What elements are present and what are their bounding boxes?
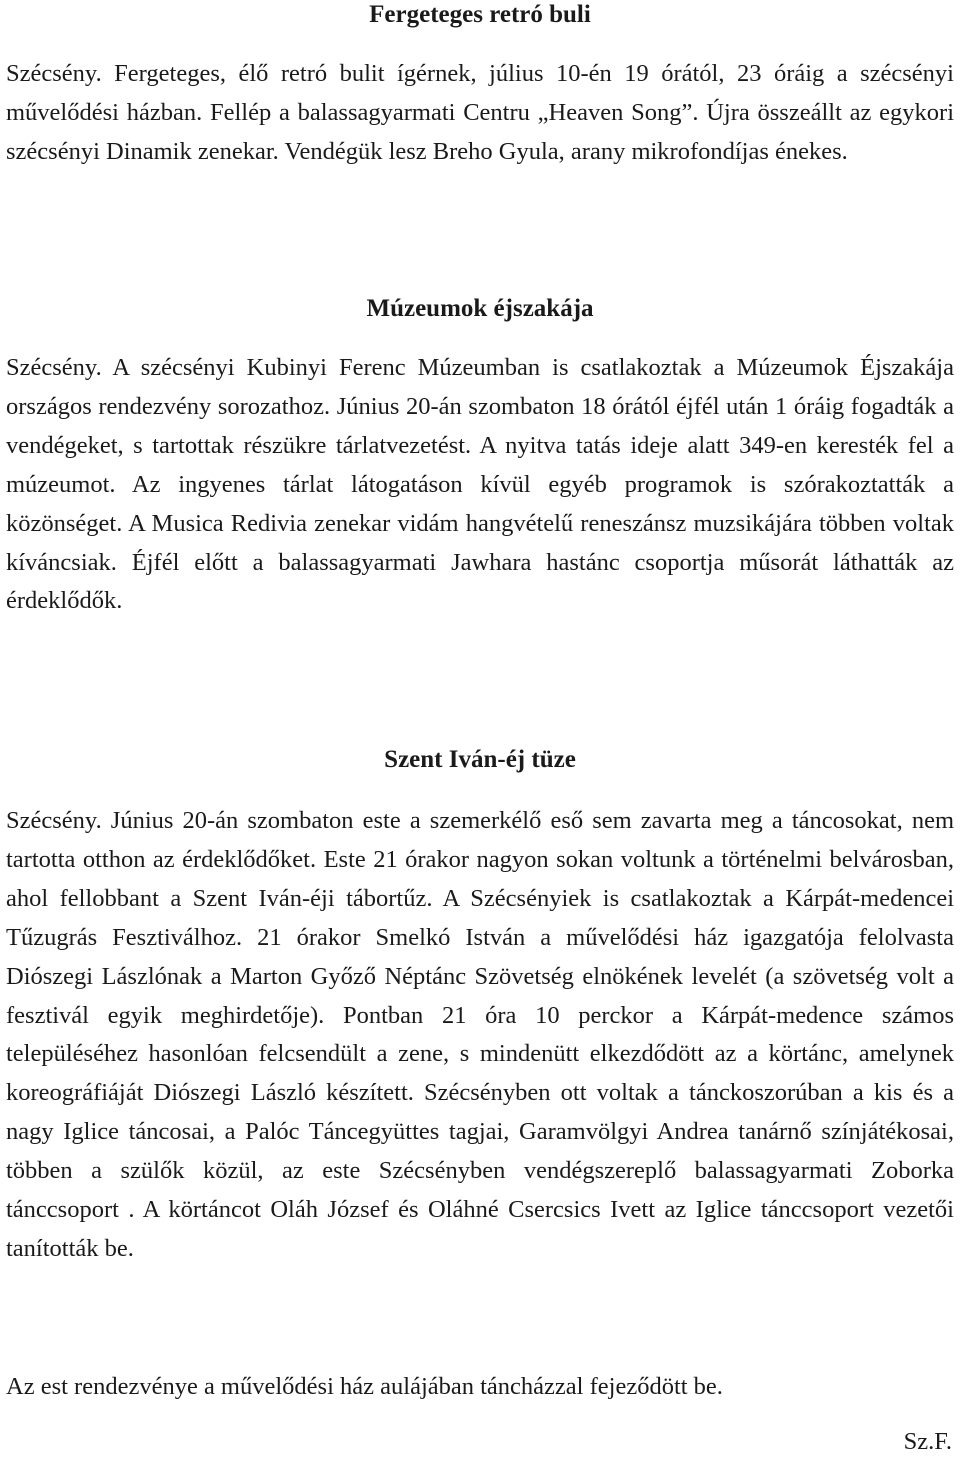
article-closing-paragraph: Az est rendezvénye a művelődési ház aulájában táncházzal fejeződött be.	[6, 1373, 723, 1400]
article-body-museums-night: Szécsény. A szécsényi Kubinyi Ferenc Múzeumban is csatlakoztak a Múzeumok Éjszakája országos rendezvény sorozathoz. Június 20-án szombaton 18 órától éjfél után 1 óráig fogadták a vendégeket, s tartottak részükre tárlatvezetést. A nyitva tatás ideje alatt 349-en keresték fel a múzeumot. Az ingyenes tárlat látogatáson kívül egyéb programok is szórakoztatták a közönséget. A Musica Redivia zenekar vidám hangvételű reneszánsz muzsikájára többen voltak kíváncsiak. Éjfél előtt a balassagyarmati Jawhara hastánc csoportja műsorát láthatták az érdeklődők.	[6, 354, 954, 615]
article-body-saint-ivan-night: Szécsény. Június 20-án szombaton este a szemerkélő eső sem zavarta meg a táncosokat, nem tartotta otthon az érdeklődőket. Este 21 órakor nagyon sokan voltunk a történelmi belvárosban, ahol fellobbant a Szent Iván-éji tábortűz. A Szécsényiek is csatlakoztak a Kárpát-medencei Tűzugrás Fesztiválhoz. 21 órakor Smelkó István a művelődési ház igazgatója felolvasta Diószegi Lászlónak a Marton Győző Néptánc Szövetség elnökének levelét (a szövetség volt a fesztivál egyik meghirdetője). Pontban 21 óra 10 perckor a Kárpát-medence számos településéhez hasonlóan felcsendült a zene, s mindenütt elkezdődött az a körtánc, amelynek koreográfiáját Diószegi László készített. Szécsényben ott voltak a tánckoszorúban a kis és a nagy Iglice táncosai, a Palóc Táncegyüttes tagjai, Garamvölgyi Andrea tanárnő színjátékosai, többen a szülők közül, az este Szécsényben vendégszereplő balassagyarmati Zoborka tánccsoport . A körtáncot Oláh József és Oláhné Csercsics Ivett az Iglice tánccsoport vezetői tanították be.	[6, 807, 954, 1262]
article-title-saint-ivan-night: Szent Iván-éj tüze	[384, 746, 576, 773]
article-title-retro-party: Fergeteges retró buli	[369, 1, 591, 28]
article-body-retro-party: Szécsény. Fergeteges, élő retró bulit ígérnek, július 10-én 19 órától, 23 óráig a szécsényi művelődési házban. Fellép a balassagyarmati Centru „Heaven Song”. Újra összeállt az egykori szécsényi Dinamik zenekar. Vendégük lesz Breho Gyula, arany mikrofondíjas énekes.	[6, 60, 954, 165]
article-title-museums-night: Múzeumok éjszakája	[366, 295, 594, 322]
author-signature: Sz.F.	[903, 1428, 952, 1455]
